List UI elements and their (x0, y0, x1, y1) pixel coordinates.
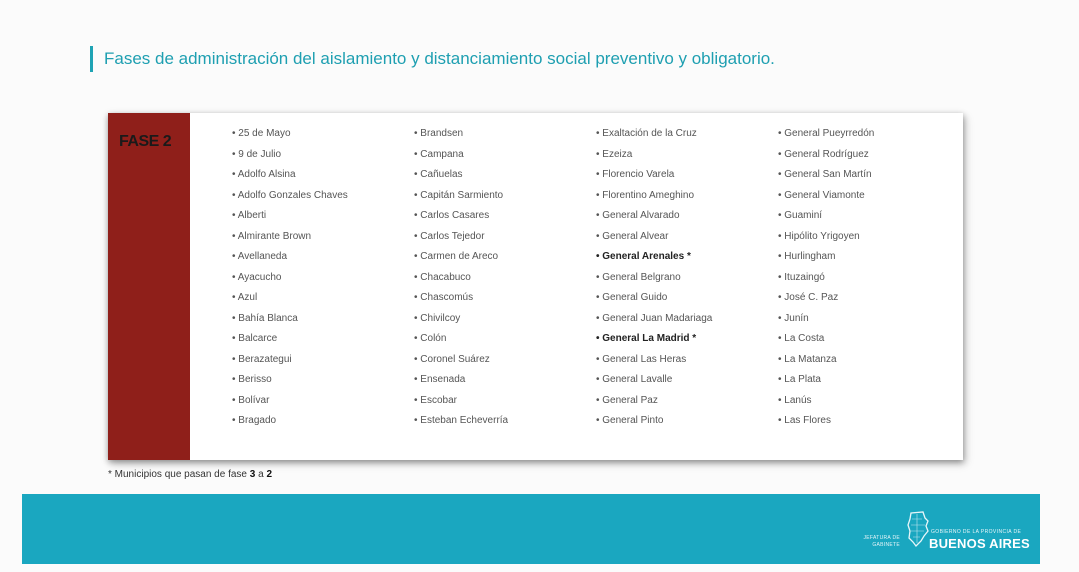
municipality-item: • General Juan Madariaga (596, 309, 712, 330)
municipality-item: • Brandsen (414, 124, 508, 145)
municipality-item: • Ensenada (414, 370, 508, 391)
municipality-item: • General Guido (596, 288, 712, 309)
municipality-item: • La Costa (778, 329, 874, 350)
municipality-item: • Ezeiza (596, 145, 712, 166)
phase-strip (108, 113, 190, 460)
jefatura-label (840, 535, 900, 549)
municipality-item: • Esteban Echeverría (414, 411, 508, 432)
municipality-item: • Guaminí (778, 206, 874, 227)
municipality-item: • Florentino Ameghino (596, 186, 712, 207)
phase-label: FASE 2 (119, 133, 172, 150)
municipality-item: • General Pinto (596, 411, 712, 432)
municipality-item: • General Alvarado (596, 206, 712, 227)
municipality-item: • Almirante Brown (232, 227, 348, 248)
municipality-item: • Chascomús (414, 288, 508, 309)
municipality-item: • General La Madrid * (596, 329, 712, 350)
title-accent-bar (90, 46, 93, 72)
page-title: Fases de administración del aislamiento y distanciamiento social preventivo y obligatorio. (104, 49, 775, 68)
jefatura-line-1: JEFATURA DE (863, 535, 900, 541)
municipality-item: • General San Martín (778, 165, 874, 186)
municipality-item: • General Viamonte (778, 186, 874, 207)
municipality-column-1 (232, 124, 348, 432)
gobierno-label: GOBIERNO DE LA PROVINCIA DE (931, 529, 1022, 535)
municipality-item: • Berisso (232, 370, 348, 391)
footnote (108, 469, 272, 480)
municipality-item: • Balcarce (232, 329, 348, 350)
municipality-item: • Coronel Suárez (414, 350, 508, 371)
municipality-item: • General Rodríguez (778, 145, 874, 166)
municipality-item: • Exaltación de la Cruz (596, 124, 712, 145)
municipality-item: • 25 de Mayo (232, 124, 348, 145)
municipality-item: • Carlos Tejedor (414, 227, 508, 248)
municipality-item: • Ayacucho (232, 268, 348, 289)
municipality-column-3 (596, 124, 712, 432)
municipality-item: • Chivilcoy (414, 309, 508, 330)
municipality-item: • La Matanza (778, 350, 874, 371)
footer-band (22, 494, 1040, 564)
municipality-item: • Azul (232, 288, 348, 309)
municipality-item: • Ituzaingó (778, 268, 874, 289)
footnote-mid: a (255, 469, 267, 480)
municipality-item: • Avellaneda (232, 247, 348, 268)
municipality-item: • Hipólito Yrigoyen (778, 227, 874, 248)
municipality-item: • Lanús (778, 391, 874, 412)
municipality-item: • Florencio Varela (596, 165, 712, 186)
municipality-item: • Chacabuco (414, 268, 508, 289)
municipality-card (108, 113, 963, 460)
municipality-item: • General Alvear (596, 227, 712, 248)
municipality-column-2 (414, 124, 508, 432)
municipality-item: • La Plata (778, 370, 874, 391)
municipality-item: • Junín (778, 309, 874, 330)
municipality-item: • Colón (414, 329, 508, 350)
municipality-item: • General Belgrano (596, 268, 712, 289)
municipality-item: • José C. Paz (778, 288, 874, 309)
municipality-item: • Campana (414, 145, 508, 166)
municipality-item: • General Arenales * (596, 247, 712, 268)
municipality-item: • Berazategui (232, 350, 348, 371)
municipality-item: • Bragado (232, 411, 348, 432)
municipality-item: • Carlos Casares (414, 206, 508, 227)
footnote-from-phase: 3 (249, 469, 256, 480)
municipality-item: • 9 de Julio (232, 145, 348, 166)
buenos-aires-logo-text: BUENOS AIRES (929, 536, 1030, 551)
municipality-column-4 (778, 124, 874, 432)
municipality-item: • Escobar (414, 391, 508, 412)
footnote-prefix: * Municipios que pasan de fase (108, 469, 250, 480)
municipality-item: • Las Flores (778, 411, 874, 432)
municipality-item: • General Las Heras (596, 350, 712, 371)
municipality-item: • Capitán Sarmiento (414, 186, 508, 207)
municipality-item: • Bahía Blanca (232, 309, 348, 330)
municipality-item: • Adolfo Alsina (232, 165, 348, 186)
municipality-item: • Hurlingham (778, 247, 874, 268)
municipality-item: • Cañuelas (414, 165, 508, 186)
municipality-item: • Carmen de Areco (414, 247, 508, 268)
jefatura-line-2: GABINETE (872, 542, 900, 548)
footnote-to-phase: 2 (266, 469, 273, 480)
municipality-item: • Adolfo Gonzales Chaves (232, 186, 348, 207)
municipality-item: • Alberti (232, 206, 348, 227)
municipality-item: • Bolívar (232, 391, 348, 412)
province-map-icon (907, 511, 929, 547)
municipality-item: • General Pueyrredón (778, 124, 874, 145)
municipality-item: • General Paz (596, 391, 712, 412)
municipality-item: • General Lavalle (596, 370, 712, 391)
